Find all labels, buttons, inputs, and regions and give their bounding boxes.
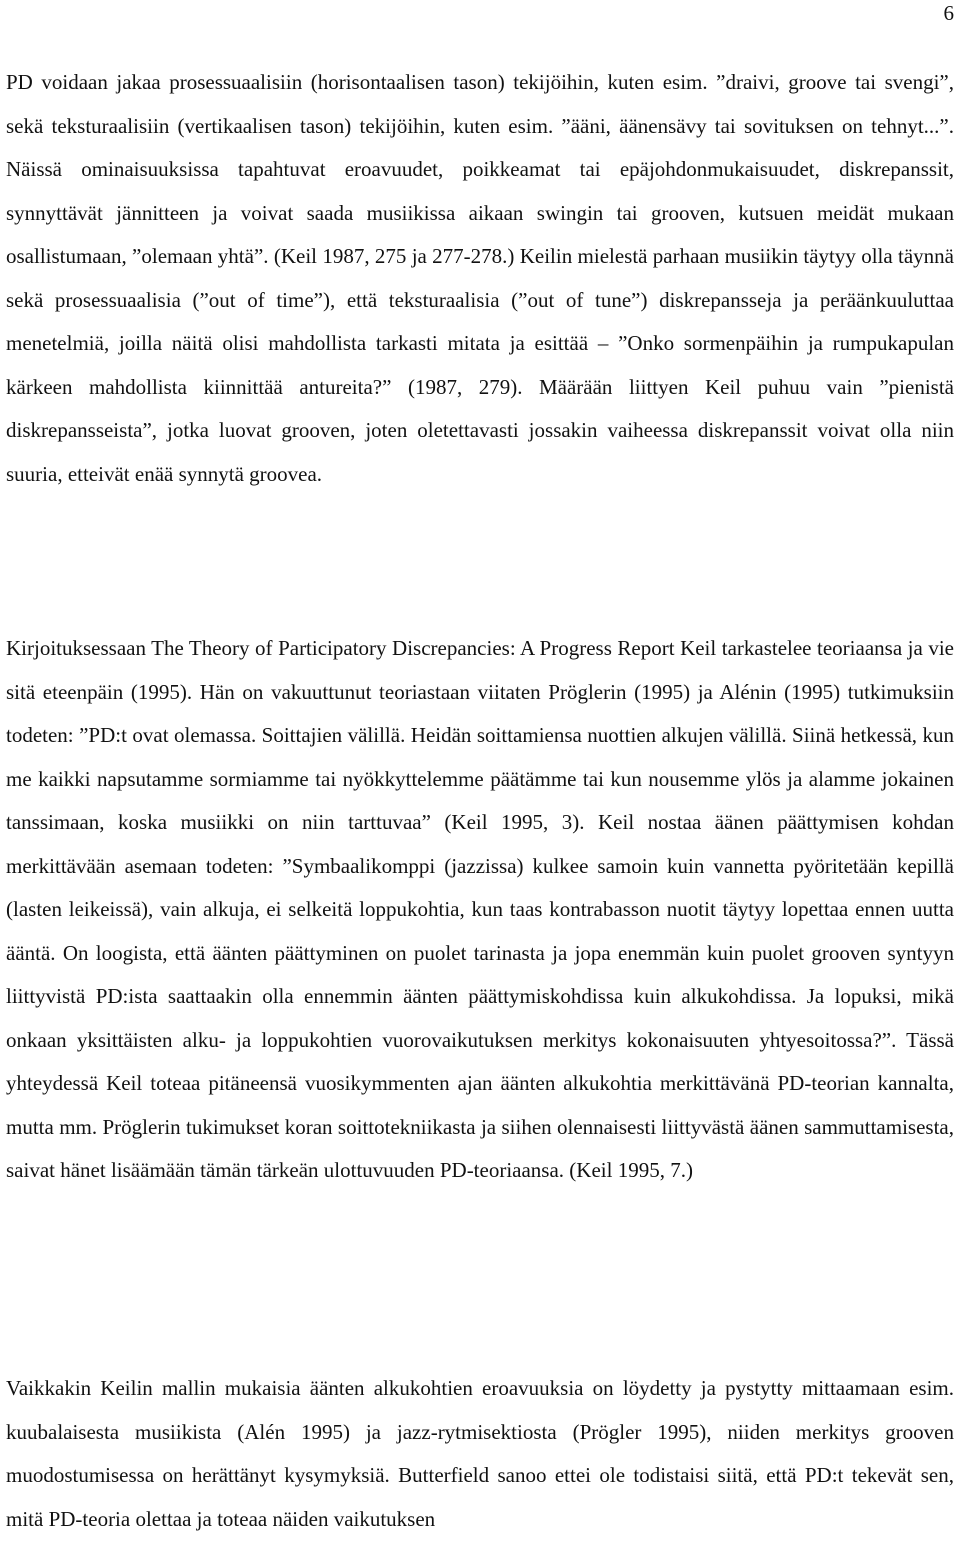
paragraph-measurements: Vaikkakin Keilin mallin mukaisia äänten alkukohtien eroavuuksia on löydetty ja pystytty mittaamaan esim. kuubalaisesta musiikista (Alén 1995) ja jazz-rytmisektiosta (Prögler 1995), niiden merkitys grooven muodostumisessa on herättänyt kysymyksiä. Butterfield sanoo ettei ole todistaisi siitä, että PD:t tekevät sen, mitä PD-teoria olettaa ja toteaa näiden vaikutuksen: [6, 1376, 954, 1531]
paragraph-pd-discrepancies: PD voidaan jakaa prosessuaalisiin (horisontaalisen tason) tekijöihin, kuten esim. ”draivi, groove tai svengi”, sekä teksturaalisiin (vertikaalisen tason) tekijöihin, kuten esim. ”ääni, äänensävy tai sovituksen on tehnyt...”. Näissä ominaisuuksissa tapahtuvat eroavuudet, poikkeamat tai epäjohdonmukaisuudet, diskrepanssit, synnyttävät jännitteen ja voivat saada musiikissa aikaan swingin tai grooven, kutsuen meidät mukaan osallistumaan, ”olemaan yhtä”. (Keil 1987, 275 ja 277-278.) Keilin mielestä parhaan musiikin täytyy olla täynnä sekä prosessuaalisia (”out of time”), että teksturaalisia (”out of tune”) diskrepansseja ja peräänkuuluttaa menetelmiä, joilla näitä olisi mahdollista tarkasti mitata ja esittää – ”Onko sormenpäihin ja rumpukapulan kärkeen mahdollista kiinnittää antureita?” (1987, 279). Määrään liittyen Keil puhuu vain ”pienistä diskrepansseista”, jotka luovat grooven, joten oletettavasti jossakin vaiheessa diskrepanssit voivat olla niin suuria, etteivät enää synnytä groovea.: [6, 70, 954, 486]
page-number: 6: [943, 1, 954, 25]
paragraph-progress-report: Kirjoituksessaan The Theory of Participatory Discrepancies: A Progress Report Keil tarkastelee teoriaansa ja vie sitä eteenpäin (1995). Hän on vakuuttunut teoriastaan viitaten Pröglerin (1995) ja Alénin (1995) tutkimuksiin todeten: ”PD:t ovat olemassa. Soittajien välillä. Heidän soittamiensa nuottien alkujen välillä. Siinä hetkessä, kun me kaikki napsutamme sormiamme tai nyökkyttelemme päätämme tai kun nousemme ylös ja alamme jokainen tanssimaan, koska musiikki on niin tarttuvaa” (Keil 1995, 3). Keil nostaa äänen päättymisen kohdan merkittävään asemaan todeten: ”Symbaalikomppi (jazzissa) kulkee samoin kuin vannetta pyöritetään kepillä (lasten leikeissä), vain alkuja, ei selkeitä loppukohtia, kun taas kontrabasson nuotit täytyy lopettaa ennen uutta ääntä. On loogista, että äänten päättyminen on puolet tarinasta ja jopa enemmän kuin puolet grooven syntyyn liittyvistä PD:ista saattaakin olla ennemmin äänten päättymiskohdissa kuin alkukohdissa. Ja lopuksi, mikä onkaan yksittäisten alku- ja loppukohtien vuorovaikutuksen merkitys kokonaisuuten yhtyesoitossa?”. Tässä yhteydessä Keil toteaa pitäneensä vuosikymmenten ajan äänten alkukohtia merkittävänä PD-teorian kannalta, mutta mm. Pröglerin tukimukset koran soittotekniikasta ja siihen olennaisesti liittyvästä äänen sammuttamisesta, saivat hänet lisäämään tämän tärkeän ulottuvuuden PD-teoriaansa. (Keil 1995, 7.): [6, 636, 954, 1182]
